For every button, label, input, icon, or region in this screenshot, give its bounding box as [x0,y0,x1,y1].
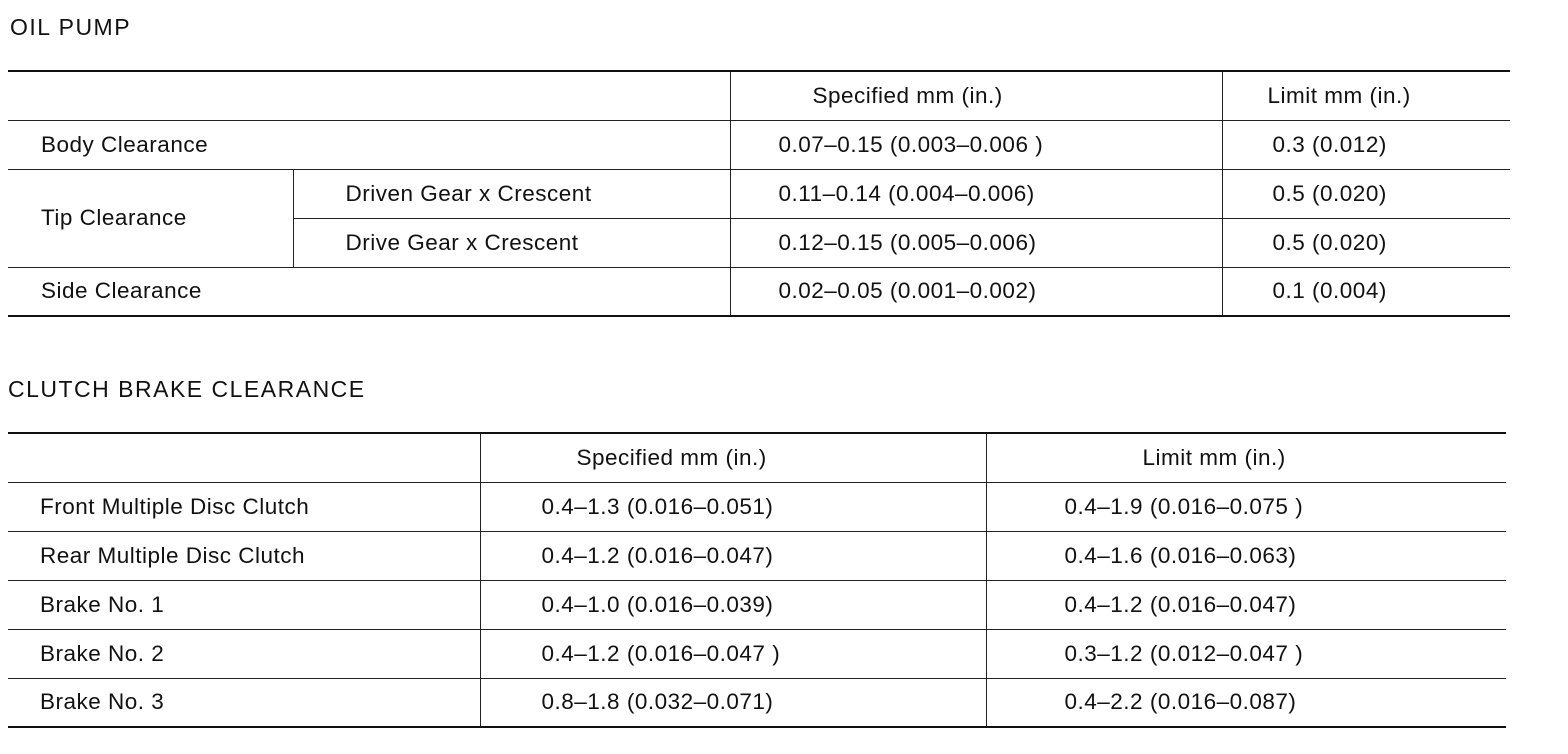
specified-value: 0.4–1.0 (0.016–0.039) [480,580,986,629]
table-row [8,531,1506,580]
table-row [8,267,1510,316]
table-row [8,120,1510,169]
table-row [8,629,1506,678]
specified-value: 0.4–1.3 (0.016–0.051) [480,482,986,531]
item-label: Brake No. 3 [40,689,165,715]
item-label: Brake No. 1 [8,580,480,629]
clutch-brake-table [8,432,1506,728]
specified-value: 0.12–0.15 (0.005–0.006) [730,218,1222,267]
specified-value: 0.4–1.2 (0.016–0.047 ) [480,629,986,678]
limit-value: 0.3–1.2 (0.012–0.047 ) [986,629,1506,678]
header-specified: Specified mm (in.) [480,433,986,482]
item-label: Rear Multiple Disc Clutch [8,531,480,580]
item-tip-clearance: Tip Clearance [8,169,293,267]
table-row [8,678,1506,727]
specified-value: 0.11–0.14 (0.004–0.006) [730,169,1222,218]
table-row [8,482,1506,531]
limit-value: 0.4–2.2 (0.016–0.087) [986,678,1506,727]
specified-value: 0.02–0.05 (0.001–0.002) [730,267,1222,316]
clutch-brake-title: CLUTCH BRAKE CLEARANCE [8,376,366,402]
table-header-row [8,71,1510,120]
header-limit: Limit mm (in.) [1222,71,1510,120]
limit-value: 0.3 (0.012) [1222,120,1510,169]
item-label: Brake No. 2 [8,629,480,678]
table-header-row [8,433,1506,482]
table-row [8,169,1510,218]
sub-item-drive-gear: Drive Gear x Crescent [293,218,730,267]
limit-value: 0.5 (0.020) [1222,169,1510,218]
sub-item-driven-gear: Driven Gear x Crescent [293,169,730,218]
limit-value: 0.4–1.9 (0.016–0.075 ) [986,482,1506,531]
header-blank-cell [8,433,480,482]
header-specified: Specified mm (in.) [730,71,1222,120]
oil-pump-title: OIL PUMP [10,14,132,40]
table-row [8,580,1506,629]
specified-value: 0.07–0.15 (0.003–0.006 ) [730,120,1222,169]
limit-value: 0.4–1.6 (0.016–0.063) [986,531,1506,580]
header-limit: Limit mm (in.) [986,433,1506,482]
item-body-clearance: Body Clearance [8,120,730,169]
item-side-clearance: Side Clearance [41,278,202,304]
oil-pump-table [8,70,1510,317]
specified-value: 0.4–1.2 (0.016–0.047) [480,531,986,580]
limit-value: 0.5 (0.020) [1222,218,1510,267]
limit-value: 0.1 (0.004) [1222,267,1510,316]
item-label: Front Multiple Disc Clutch [8,482,480,531]
limit-value: 0.4–1.2 (0.016–0.047) [986,580,1506,629]
specified-value: 0.8–1.8 (0.032–0.071) [480,678,986,727]
header-blank-cell [8,71,730,120]
